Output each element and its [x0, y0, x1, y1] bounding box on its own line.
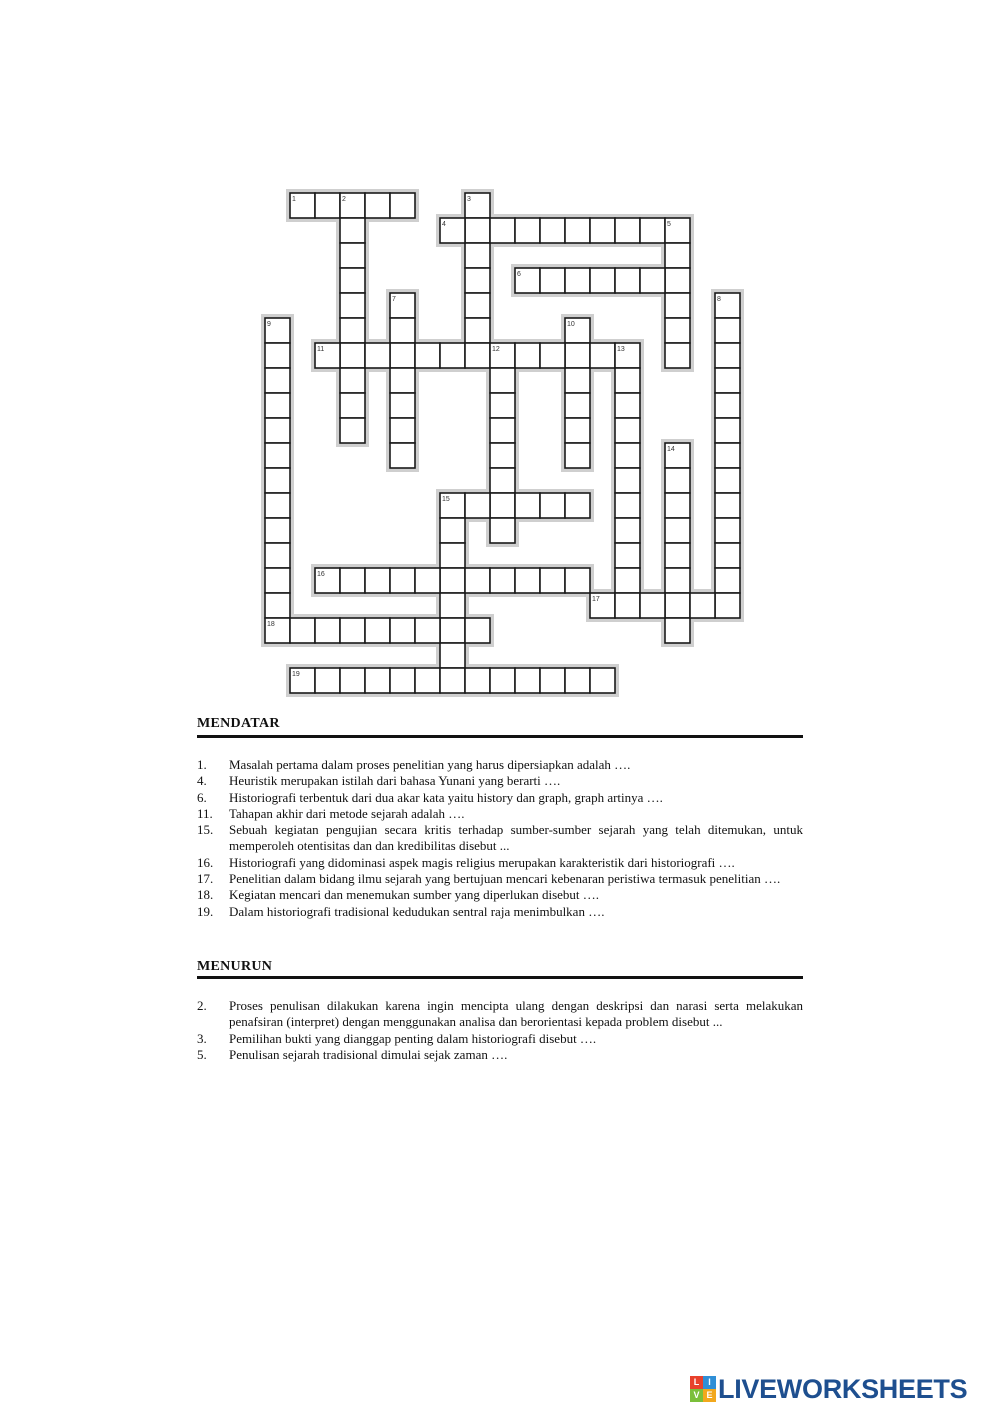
- crossword-cell[interactable]: [715, 543, 740, 568]
- crossword-cell[interactable]: [265, 568, 290, 593]
- menurun-clue: [197, 998, 803, 1031]
- mendatar-clue: [197, 822, 803, 855]
- crossword-cell[interactable]: [540, 268, 565, 293]
- clue-number-label: 13: [617, 346, 625, 353]
- crossword-cell[interactable]: [315, 193, 340, 218]
- mendatar-clue: [197, 757, 803, 773]
- clue-number-label: 10: [567, 321, 575, 328]
- crossword-cell[interactable]: [490, 393, 515, 418]
- clue-number-label: 16: [317, 571, 325, 578]
- mendatar-clue-list: [197, 757, 803, 920]
- clue-text: Penulisan sejarah tradisional dimulai sejak zaman ….: [229, 1046, 508, 1062]
- crossword-cell[interactable]: [390, 668, 415, 693]
- mendatar-heading: MENDATAR: [197, 716, 280, 731]
- clue-number: 11.: [197, 805, 213, 821]
- crossword-cell[interactable]: [565, 668, 590, 693]
- clue-text: Dalam historiografi tradisional kedudukan sentral raja menimbulkan ….: [229, 903, 605, 919]
- crossword-cell[interactable]: [515, 493, 540, 518]
- clue-number-label: 9: [267, 321, 271, 328]
- crossword-cell[interactable]: [590, 268, 615, 293]
- crossword-cell[interactable]: [715, 443, 740, 468]
- clue-text: Penelitian dalam bidang ilmu sejarah yang bertujuan mencari kebenaran peristiwa termasuk penelitian ….: [229, 871, 781, 887]
- crossword-cell[interactable]: [540, 218, 565, 243]
- clue-text: Historiografi terbentuk dari dua akar kata yaitu history dan graph, graph artinya ….: [229, 789, 663, 805]
- clue-number-label: 15: [442, 496, 450, 503]
- clue-number-label: 1: [292, 196, 296, 203]
- badge-letter: E: [703, 1389, 716, 1402]
- menurun-divider: [197, 976, 803, 979]
- crossword-cell[interactable]: [615, 393, 640, 418]
- crossword-cell[interactable]: [515, 668, 540, 693]
- crossword-cell[interactable]: [490, 468, 515, 493]
- crossword-cell[interactable]: [465, 668, 490, 693]
- mendatar-clue: [197, 806, 803, 822]
- crossword-cell[interactable]: [365, 668, 390, 693]
- crossword-cell[interactable]: [390, 443, 415, 468]
- crossword-cell[interactable]: [440, 518, 465, 543]
- crossword-cell[interactable]: [615, 493, 640, 518]
- clue-number-label: 5: [667, 221, 671, 228]
- crossword-cell[interactable]: [665, 593, 690, 618]
- crossword-cell[interactable]: [715, 518, 740, 543]
- crossword-cell[interactable]: [490, 368, 515, 393]
- crossword-cell[interactable]: [265, 418, 290, 443]
- mendatar-clue: [197, 871, 803, 887]
- crossword-cell[interactable]: [290, 618, 315, 643]
- crossword-cell[interactable]: [465, 293, 490, 318]
- crossword-cell[interactable]: [715, 593, 740, 618]
- crossword-cell[interactable]: [615, 593, 640, 618]
- liveworksheets-logo: [690, 1373, 967, 1405]
- crossword-cell[interactable]: [265, 443, 290, 468]
- crossword-cell[interactable]: [390, 318, 415, 343]
- crossword-cell[interactable]: [715, 418, 740, 443]
- crossword-cell[interactable]: [665, 318, 690, 343]
- crossword-cell[interactable]: [440, 668, 465, 693]
- crossword-cell[interactable]: [540, 493, 565, 518]
- crossword-cell[interactable]: [490, 418, 515, 443]
- mendatar-clue: [197, 904, 803, 920]
- clue-text: Heuristik merupakan istilah dari bahasa Yunani yang berarti ….: [229, 773, 561, 789]
- crossword-cell[interactable]: [340, 218, 365, 243]
- crossword-cell[interactable]: [715, 318, 740, 343]
- crossword-cell[interactable]: [465, 318, 490, 343]
- crossword-cell[interactable]: [490, 568, 515, 593]
- clue-number-label: 6: [517, 271, 521, 278]
- badge-letter: L: [690, 1376, 703, 1389]
- crossword-cell[interactable]: [490, 518, 515, 543]
- mendatar-clue: [197, 790, 803, 806]
- crossword-cell[interactable]: [415, 343, 440, 368]
- crossword-cell[interactable]: [440, 643, 465, 668]
- clue-number-label: 12: [492, 346, 500, 353]
- clue-number-label: 3: [467, 196, 471, 203]
- clue-text: Masalah pertama dalam proses penelitian yang harus dipersiapkan adalah ….: [229, 757, 631, 772]
- crossword-cell[interactable]: [390, 193, 415, 218]
- menurun-clue-list: [197, 998, 803, 1063]
- crossword-cell[interactable]: [640, 218, 665, 243]
- crossword-cell[interactable]: [465, 568, 490, 593]
- crossword-cell[interactable]: [340, 318, 365, 343]
- crossword-cell[interactable]: [440, 543, 465, 568]
- crossword-cell[interactable]: [540, 568, 565, 593]
- crossword-cell[interactable]: [340, 343, 365, 368]
- crossword-cell[interactable]: [665, 518, 690, 543]
- badge-letter: I: [703, 1376, 716, 1389]
- crossword-cell[interactable]: [340, 243, 365, 268]
- crossword-cell[interactable]: [615, 443, 640, 468]
- crossword-cell[interactable]: [465, 268, 490, 293]
- clue-text: Pemilihan bukti yang dianggap penting dalam historiografi disebut ….: [229, 1030, 597, 1046]
- clue-number: 16.: [197, 854, 214, 870]
- clue-number: 3.: [197, 1030, 207, 1046]
- clue-number: 4.: [197, 773, 207, 789]
- clue-number-label: 19: [292, 671, 300, 678]
- crossword-cell[interactable]: [565, 443, 590, 468]
- crossword-cell[interactable]: [665, 293, 690, 318]
- clue-number: 5.: [197, 1046, 207, 1062]
- crossword-cell[interactable]: [390, 368, 415, 393]
- crossword-cell[interactable]: [390, 618, 415, 643]
- crossword-cell[interactable]: [265, 593, 290, 618]
- crossword-cell[interactable]: [615, 368, 640, 393]
- crossword-cell[interactable]: [665, 268, 690, 293]
- crossword-cell[interactable]: [665, 618, 690, 643]
- clue-number: 18.: [197, 887, 214, 903]
- crossword-cell[interactable]: [340, 668, 365, 693]
- clue-number: 1.: [197, 757, 207, 772]
- crossword-cell[interactable]: [665, 343, 690, 368]
- crossword-cell[interactable]: [515, 568, 540, 593]
- crossword-cell[interactable]: [415, 668, 440, 693]
- crossword-cell[interactable]: [415, 618, 440, 643]
- crossword-cell[interactable]: [490, 443, 515, 468]
- clue-number-label: 17: [592, 596, 600, 603]
- crossword-cell[interactable]: [440, 593, 465, 618]
- clue-text: Proses penulisan dilakukan karena ingin mencipta ulang dengan deskripsi dan narasi serta melakukan penafsiran (interpret) dengan menggunakan analisa dan berorientasi kepada problem disebut ...: [229, 998, 803, 1030]
- crossword-cell[interactable]: [715, 493, 740, 518]
- crossword-cell[interactable]: [340, 418, 365, 443]
- crossword-cell[interactable]: [490, 218, 515, 243]
- crossword-cell[interactable]: [665, 543, 690, 568]
- crossword-cell[interactable]: [615, 543, 640, 568]
- crossword-cell[interactable]: [565, 418, 590, 443]
- crossword-cell[interactable]: [390, 568, 415, 593]
- crossword-cell[interactable]: [715, 368, 740, 393]
- clue-number-label: 2: [342, 196, 346, 203]
- clue-number: 17.: [197, 871, 214, 887]
- crossword-cell[interactable]: [515, 218, 540, 243]
- crossword-cell[interactable]: [265, 343, 290, 368]
- crossword-cell[interactable]: [340, 618, 365, 643]
- clue-number: 2.: [197, 998, 207, 1013]
- clue-number-label: 7: [392, 296, 396, 303]
- badge-letter: V: [690, 1389, 703, 1402]
- crossword-cell[interactable]: [590, 668, 615, 693]
- crossword-cell[interactable]: [365, 568, 390, 593]
- crossword-cell[interactable]: [715, 568, 740, 593]
- crossword-cell[interactable]: [565, 218, 590, 243]
- clue-number: 6.: [197, 789, 207, 805]
- crossword-cell[interactable]: [690, 593, 715, 618]
- crossword-cell[interactable]: [490, 668, 515, 693]
- crossword-cell[interactable]: [315, 618, 340, 643]
- crossword-cell[interactable]: [590, 343, 615, 368]
- crossword-cell[interactable]: [340, 268, 365, 293]
- crossword-cell[interactable]: [640, 268, 665, 293]
- crossword-cell[interactable]: [365, 343, 390, 368]
- mendatar-divider: [197, 735, 803, 738]
- crossword-cell[interactable]: [365, 618, 390, 643]
- crossword-cell[interactable]: [315, 668, 340, 693]
- crossword-cell[interactable]: [615, 568, 640, 593]
- crossword-cell[interactable]: [615, 468, 640, 493]
- crossword-cell[interactable]: [465, 343, 490, 368]
- liveworksheets-badge-icon: [690, 1376, 716, 1402]
- menurun-clue: [197, 1031, 803, 1047]
- crossword-cell[interactable]: [615, 518, 640, 543]
- mendatar-clue: [197, 773, 803, 789]
- crossword-cell[interactable]: [265, 468, 290, 493]
- clue-number-label: 18: [267, 621, 275, 628]
- crossword-cell[interactable]: [665, 568, 690, 593]
- crossword-cell[interactable]: [265, 518, 290, 543]
- mendatar-clue: [197, 887, 803, 903]
- crossword-cell[interactable]: [340, 293, 365, 318]
- crossword-cell[interactable]: [615, 418, 640, 443]
- crossword-cell[interactable]: [565, 393, 590, 418]
- clue-text: Kegiatan mencari dan menemukan sumber yang diperlukan disebut ….: [229, 887, 600, 903]
- crossword-cell[interactable]: [665, 493, 690, 518]
- crossword-cell[interactable]: [465, 493, 490, 518]
- crossword-cell[interactable]: [615, 218, 640, 243]
- clue-text: Sebuah kegiatan pengujian secara kritis terhadap sumber-sumber sejarah yang telah ditemukan, untuk memperoleh otentisitas dan dan kredibilitas disebut ...: [229, 822, 803, 854]
- crossword-cell[interactable]: [465, 218, 490, 243]
- crossword-cell[interactable]: [265, 493, 290, 518]
- crossword-cell[interactable]: [490, 493, 515, 518]
- clue-number-label: 4: [442, 221, 446, 228]
- crossword-cell[interactable]: [565, 368, 590, 393]
- brand-name: LIVEWORKSHEETS: [718, 1373, 968, 1404]
- crossword-cell[interactable]: [265, 393, 290, 418]
- crossword-cell[interactable]: [715, 343, 740, 368]
- crossword-cell[interactable]: [590, 218, 615, 243]
- crossword-cell[interactable]: [715, 393, 740, 418]
- crossword-cell[interactable]: [665, 468, 690, 493]
- crossword-cell[interactable]: [340, 393, 365, 418]
- crossword-cell[interactable]: [390, 393, 415, 418]
- clue-number-label: 11: [317, 346, 325, 353]
- clue-number: 15.: [197, 822, 214, 838]
- mendatar-clue: [197, 855, 803, 871]
- crossword-cell[interactable]: [565, 268, 590, 293]
- crossword-cell[interactable]: [265, 368, 290, 393]
- menurun-clue: [197, 1047, 803, 1063]
- crossword-cell[interactable]: [565, 493, 590, 518]
- clue-number: 19.: [197, 903, 214, 919]
- crossword-cell[interactable]: [615, 268, 640, 293]
- crossword-cell[interactable]: [665, 243, 690, 268]
- crossword-cell[interactable]: [440, 618, 465, 643]
- clue-text: Tahapan akhir dari metode sejarah adalah ….: [229, 805, 465, 821]
- crossword-cell[interactable]: [565, 568, 590, 593]
- crossword-cell[interactable]: [440, 343, 465, 368]
- crossword-cell[interactable]: [515, 343, 540, 368]
- crossword-cell[interactable]: [440, 568, 465, 593]
- crossword-cell[interactable]: [340, 368, 365, 393]
- crossword-cell[interactable]: [540, 343, 565, 368]
- crossword-cell[interactable]: [415, 568, 440, 593]
- crossword-cell[interactable]: [340, 568, 365, 593]
- crossword-cell[interactable]: [640, 593, 665, 618]
- crossword-cell[interactable]: [390, 418, 415, 443]
- crossword-cell[interactable]: [565, 343, 590, 368]
- crossword-cell[interactable]: [540, 668, 565, 693]
- crossword-cell[interactable]: [365, 193, 390, 218]
- clue-text: Historiografi yang didominasi aspek magis religius merupakan karakteristik dari historiografi ….: [229, 854, 735, 870]
- clue-number-label: 8: [717, 296, 721, 303]
- crossword-cell[interactable]: [465, 243, 490, 268]
- crossword-cell[interactable]: [390, 343, 415, 368]
- crossword-cell[interactable]: [265, 543, 290, 568]
- clue-number-label: 14: [667, 446, 675, 453]
- menurun-heading: MENURUN: [197, 959, 273, 974]
- crossword-cell[interactable]: [465, 618, 490, 643]
- crossword-cell[interactable]: [715, 468, 740, 493]
